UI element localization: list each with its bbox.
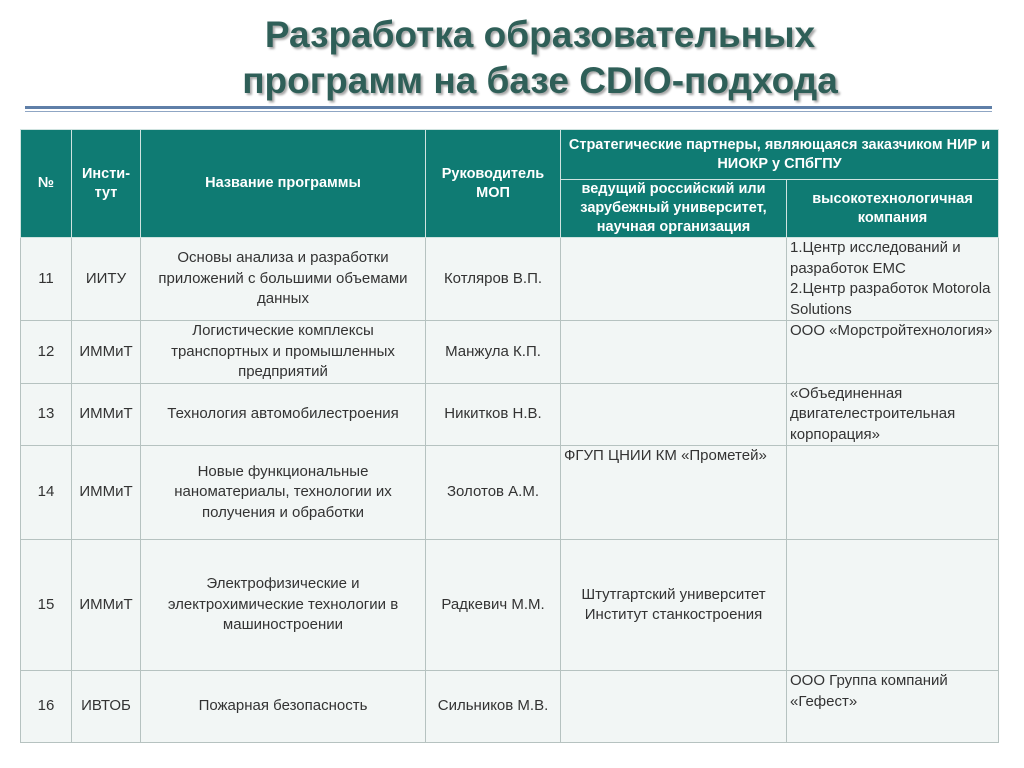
header-university: ведущий российский или зарубежный университет, научная организация	[561, 180, 787, 238]
cell-university: ФГУП ЦНИИ КМ «Прометей»	[561, 446, 787, 540]
company-line: 1.Центр исследований и разработок ЕМС	[790, 239, 961, 277]
cell-company	[787, 540, 999, 671]
cell-num: 14	[21, 446, 72, 540]
table-row	[21, 540, 999, 671]
header-num: №	[21, 130, 72, 238]
cell-company	[787, 321, 999, 384]
cell-university	[561, 383, 787, 446]
cell-num: 12	[21, 321, 72, 384]
cell-company	[787, 446, 999, 540]
table-row	[21, 238, 999, 321]
table-row	[21, 321, 999, 384]
cell-company	[787, 671, 999, 743]
header-program: Название программы	[141, 130, 426, 238]
cell-head: Никитков Н.В.	[426, 383, 561, 446]
slide-title-line-2: программ на базе CDIO-подхода	[242, 60, 838, 101]
slide-title-line-1: Разработка образовательных	[264, 14, 816, 55]
slide-title	[0, 12, 1024, 104]
title-divider-thick	[25, 106, 992, 109]
cell-program: Новые функциональные наноматериалы, технологии их получения и обработки	[141, 446, 426, 540]
header-institute: Инсти-тут	[72, 130, 141, 238]
programs-table	[20, 129, 999, 743]
company-line: 2.Центр разработок Motorola Solutions	[790, 280, 991, 318]
header-partners: Стратегические партнеры, являющаяся заказчиком НИР и НИОКР у СПбГПУ	[561, 130, 999, 180]
cell-institute: ИММиТ	[72, 383, 141, 446]
cell-university	[561, 238, 787, 321]
cell-program: Логистические комплексы транспортных и промышленных предприятий	[141, 321, 426, 384]
cell-institute: ИВТОБ	[72, 671, 141, 743]
cell-program: Технология автомобилестроения	[141, 383, 426, 446]
header-head: Руководитель МОП	[426, 130, 561, 238]
cell-university	[561, 671, 787, 743]
table-row	[21, 446, 999, 540]
cell-company	[787, 238, 999, 321]
cell-institute: ИММиТ	[72, 321, 141, 384]
company-line: ООО «Морстройтехнология»	[790, 322, 993, 339]
cell-head: Котляров В.П.	[426, 238, 561, 321]
cell-program: Основы анализа и разработки приложений с большими объемами данных	[141, 238, 426, 321]
cell-company	[787, 383, 999, 446]
cell-institute: ИИТУ	[72, 238, 141, 321]
cell-num: 11	[21, 238, 72, 321]
cell-num: 13	[21, 383, 72, 446]
cell-institute: ИММиТ	[72, 540, 141, 671]
header-company: высокотехнологичная компания	[787, 180, 999, 238]
cell-program: Пожарная безопасность	[141, 671, 426, 743]
company-line: «Объединенная двигателестроительная корпорация»	[790, 384, 956, 443]
cell-num: 16	[21, 671, 72, 743]
table-row	[21, 383, 999, 446]
cell-head: Золотов А.М.	[426, 446, 561, 540]
company-line: ООО Группа компаний «Гефест»	[790, 672, 948, 710]
cell-university: Штутгартский университет Институт станкостроения	[561, 540, 787, 671]
cell-head: Сильников М.В.	[426, 671, 561, 743]
table-row	[21, 671, 999, 743]
cell-institute: ИММиТ	[72, 446, 141, 540]
cell-num: 15	[21, 540, 72, 671]
cell-head: Манжула К.П.	[426, 321, 561, 384]
title-divider-thin	[25, 111, 992, 112]
cell-head: Радкевич М.М.	[426, 540, 561, 671]
cell-university	[561, 321, 787, 384]
cell-program: Электрофизические и электрохимические технологии в машиностроении	[141, 540, 426, 671]
